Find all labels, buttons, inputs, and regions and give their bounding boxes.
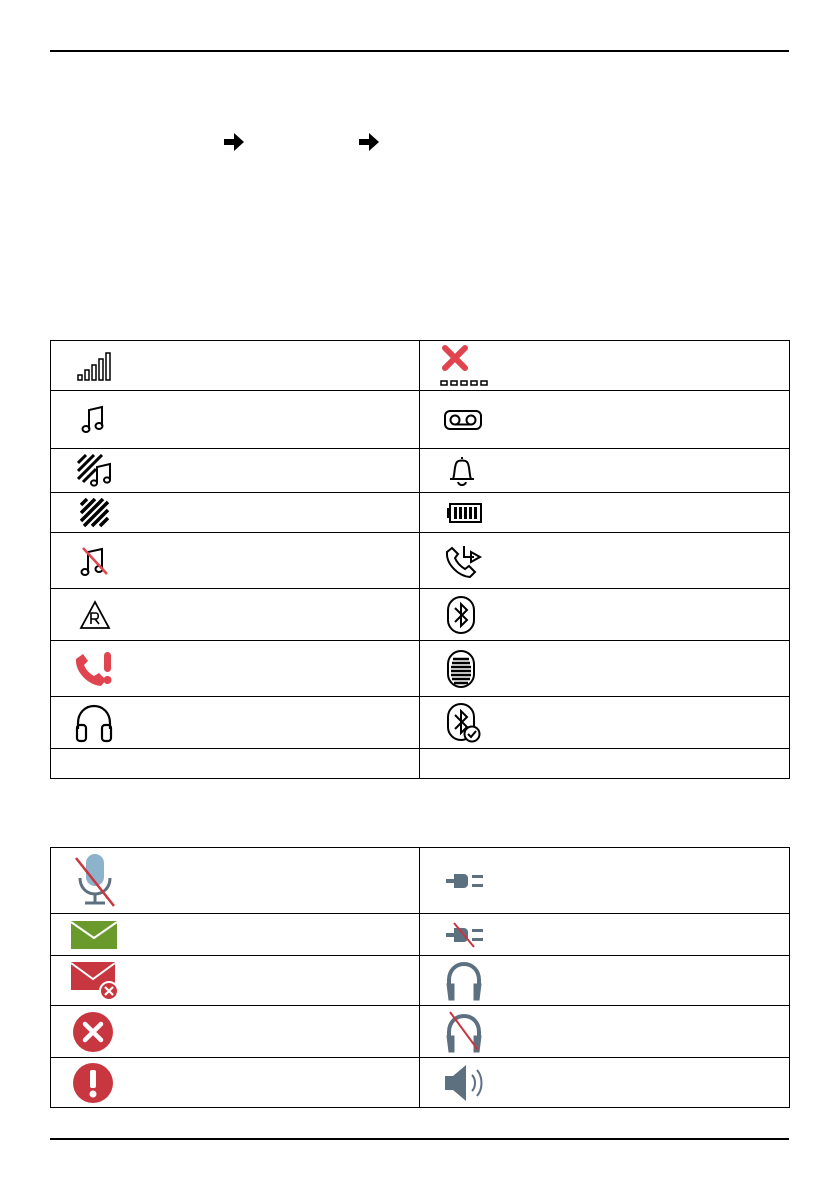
warning-icon xyxy=(72,1062,114,1104)
message-icon xyxy=(70,920,118,950)
table-cell xyxy=(420,956,790,1006)
vibrate-and-ring-icon xyxy=(77,454,113,488)
no-network-icon xyxy=(439,344,491,388)
table-cell xyxy=(51,391,420,449)
right-arrow-icon xyxy=(358,132,380,152)
table-row xyxy=(51,493,790,533)
table-cell xyxy=(420,533,790,589)
table-row xyxy=(51,697,790,749)
call-forwarding-icon xyxy=(444,542,484,580)
table-cell xyxy=(420,493,790,533)
table-cell xyxy=(51,641,420,697)
bluetooth-icon xyxy=(447,596,475,634)
charger-connected-icon xyxy=(446,869,486,893)
table-cell xyxy=(420,697,790,749)
table-cell xyxy=(51,449,420,493)
voicemail-icon xyxy=(444,410,482,430)
call-icons-table xyxy=(50,847,790,1108)
table-cell xyxy=(420,749,790,779)
table-cell xyxy=(51,749,420,779)
table-row xyxy=(51,533,790,589)
table-row xyxy=(51,1006,790,1058)
silent-ringtone-off-icon xyxy=(80,544,110,578)
table-cell xyxy=(51,956,420,1006)
table-cell xyxy=(420,589,790,641)
headset-connected-icon xyxy=(444,960,484,1002)
table-cell xyxy=(420,641,790,697)
table-row xyxy=(51,956,790,1006)
table-row xyxy=(51,749,790,779)
status-icons-table xyxy=(50,340,790,779)
bluetooth-connected-icon xyxy=(447,703,481,743)
roaming-icon xyxy=(79,600,111,630)
error-icon xyxy=(72,1011,114,1053)
table-cell xyxy=(51,589,420,641)
table-cell xyxy=(51,341,420,391)
table-row xyxy=(51,1058,790,1108)
table-cell xyxy=(51,533,420,589)
alarm-bell-icon xyxy=(447,455,477,487)
footer-rule xyxy=(50,1138,789,1140)
table-row xyxy=(51,391,790,449)
table-row xyxy=(51,641,790,697)
bluetooth-visible-icon xyxy=(447,650,475,688)
table-cell xyxy=(51,848,420,914)
signal-strength-icon xyxy=(77,351,113,381)
table-cell xyxy=(420,848,790,914)
battery-full-icon xyxy=(446,503,482,523)
header-rule xyxy=(50,50,789,52)
right-arrow-icon xyxy=(223,132,245,152)
message-failed-icon xyxy=(70,961,120,1001)
table-cell xyxy=(420,391,790,449)
missed-call-icon xyxy=(74,649,118,689)
table-cell xyxy=(420,449,790,493)
table-cell xyxy=(420,341,790,391)
table-row xyxy=(51,341,790,391)
table-cell xyxy=(51,1058,420,1108)
headset-icon xyxy=(74,703,114,743)
table-cell xyxy=(51,1006,420,1058)
charger-disconnected-icon xyxy=(446,922,486,948)
speaker-volume-icon xyxy=(442,1061,488,1105)
ringtone-on-icon xyxy=(81,405,105,435)
table-row xyxy=(51,449,790,493)
table-cell xyxy=(420,914,790,956)
table-cell xyxy=(51,697,420,749)
table-row xyxy=(51,914,790,956)
microphone-muted-icon xyxy=(72,852,118,910)
table-cell xyxy=(420,1006,790,1058)
table-cell xyxy=(51,493,420,533)
table-cell xyxy=(420,1058,790,1108)
table-cell xyxy=(51,914,420,956)
headset-disconnected-icon xyxy=(444,1010,484,1054)
table-row xyxy=(51,589,790,641)
table-row xyxy=(51,848,790,914)
vibrate-only-icon xyxy=(80,498,110,528)
